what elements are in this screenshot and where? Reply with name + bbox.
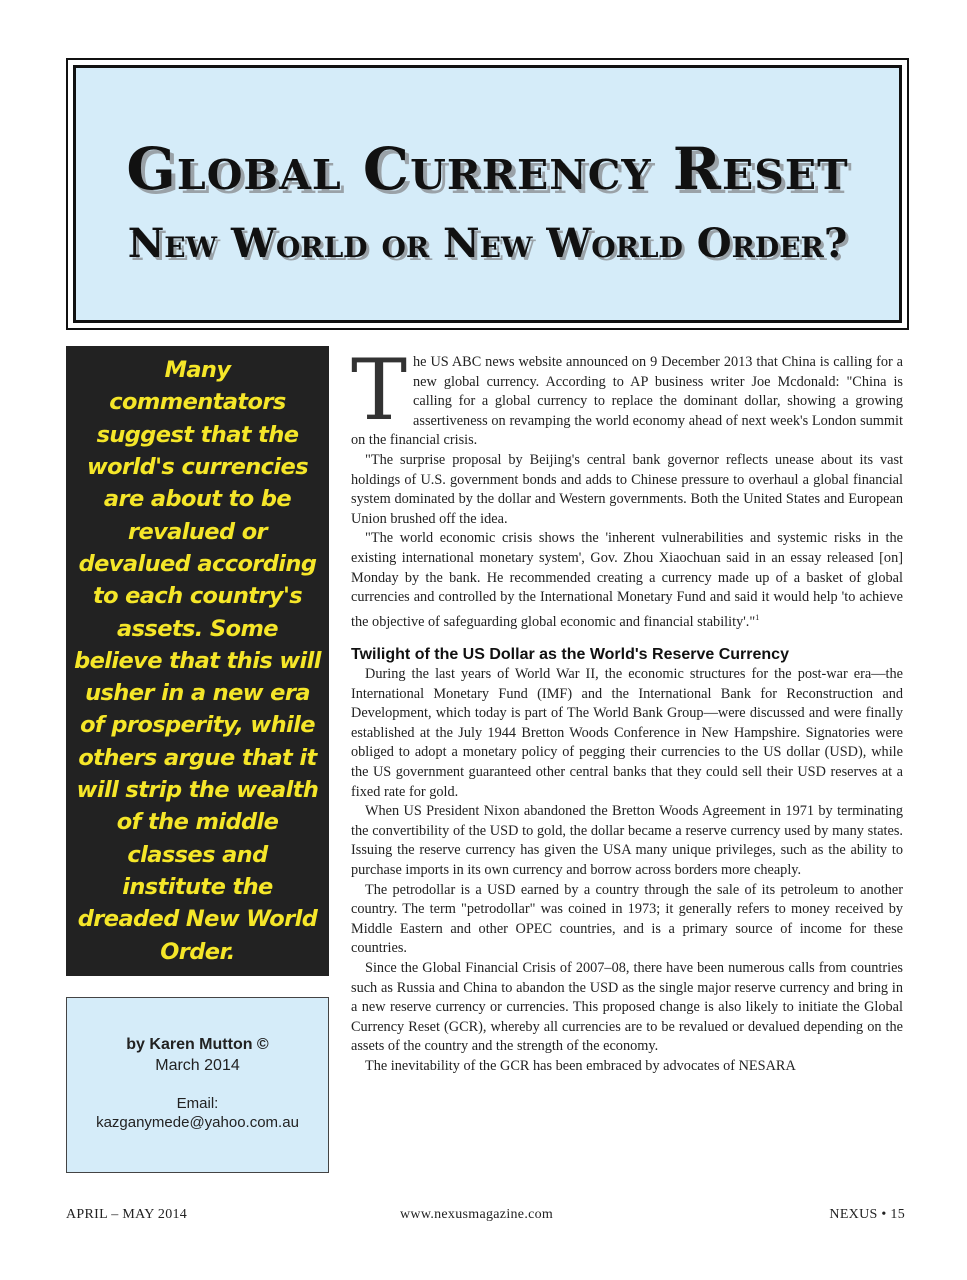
footnote-marker: 1: [755, 612, 760, 622]
paragraph-8: The inevitability of the GCR has been embraced by advocates of NESARA: [365, 1057, 796, 1074]
author-email[interactable]: kazganymede@yahoo.com.au: [96, 1114, 299, 1131]
paragraph-2: "The surprise proposal by Beijing's central bank governor reflects unease about its vast holdings of U.S. government bonds and adds to Chinese pressure to overhaul a global financial system dominated by the dollar and Western governments. Both the United States and European Union brushed off the idea.: [351, 451, 903, 527]
paragraph-3: [351, 529, 903, 632]
section-heading: Twilight of the US Dollar as the World's Reserve Currency: [351, 646, 789, 664]
email-label: Email:: [176, 1095, 219, 1112]
pull-quote-text: Many commentators suggest that the world's currencies are about to be revalued or devalued according to each country's assets. Some believe that this will usher in a new era of prosperity, while others argue that it will strip the wealth of the middle classes and institute the dreaded New World Order.: [74, 357, 321, 965]
paragraph-7: Since the Global Financial Crisis of 2007–08, there have been numerous calls from countries such as Russia and China to abandon the USD as the single major reserve currency and bring in a new reserve currency or currencies. This proposed change is also likely to initiate the Global Currency Reset (GCR), whereby all currencies are to be revalued or devalued depending on the assets of the country and the strength of the economy.: [351, 959, 903, 1055]
footer-website[interactable]: www.nexusmagazine.com: [400, 1207, 554, 1222]
paragraph-1: [351, 341, 903, 451]
drop-cap: T: [351, 341, 408, 439]
paragraph-4: During the last years of World War II, the economic structures for the post-war era—the International Monetary Fund (IMF) and the International Bank for Reconstruction and Development, which today is part of The World Bank Group—were discussed and were finally established at the July 1944 Bretton Woods Conference in New Hampshire. Signatories were obliged to adopt a monetary policy of pegging their currencies to the US dollar (USD), while the US government guaranteed other central banks that they could sell their USD reserves at a fixed rate for gold.: [351, 666, 903, 800]
pull-quote-box: [66, 346, 329, 976]
publish-date: March 2014: [155, 1057, 240, 1074]
article-body: [351, 341, 903, 1077]
author-byline: by Karen Mutton ©: [126, 1036, 269, 1053]
author-box: [66, 997, 329, 1173]
title-panel: [73, 65, 902, 323]
paragraph-6: The petrodollar is a USD earned by a country through the sale of its petroleum to another country. The term "petrodollar" was coined in 1973; it generally refers to money received by Middle Eastern and other OPEC countries, and is a primary source of income for these countries.: [351, 881, 903, 957]
article-title: Global Currency Reset: [126, 135, 849, 203]
footer-page-number: NEXUS • 15: [829, 1207, 905, 1222]
paragraph-1-text: he US ABC news website announced on 9 December 2013 that China is calling for a new global currency. According to AP business writer Joe Mcdonald: "China is calling for a global currency to replace the dominant dollar, showing a growing assertiveness on revamping the world economy ahead of next week's London summit on the financial crisis.: [351, 354, 903, 449]
footer-issue: APRIL – MAY 2014: [66, 1207, 188, 1222]
paragraph-5: When US President Nixon abandoned the Bretton Woods Agreement in 1971 by terminating the convertibility of the USD to gold, the dollar became a reserve currency used by many states. Issuing the reserve currency has given the USA many unique privileges, such as the ability to purchase imports in its own currency and borrow across borders more cheaply.: [351, 803, 903, 879]
article-subtitle: New World or New World Order?: [127, 220, 848, 267]
title-box: [66, 58, 909, 330]
paragraph-3-text: "The world economic crisis shows the 'inherent vulnerabilities and systemic risks in the existing international monetary system', Gov. Zhou Xiaochuan said in an essay released [on] Monday by the bank. He recommended creating a currency made up of a basket of global currencies and controlled by the International Monetary Fund and said it would help 'to achieve the objective of safeguarding global economic and financial stability'.": [351, 530, 903, 630]
